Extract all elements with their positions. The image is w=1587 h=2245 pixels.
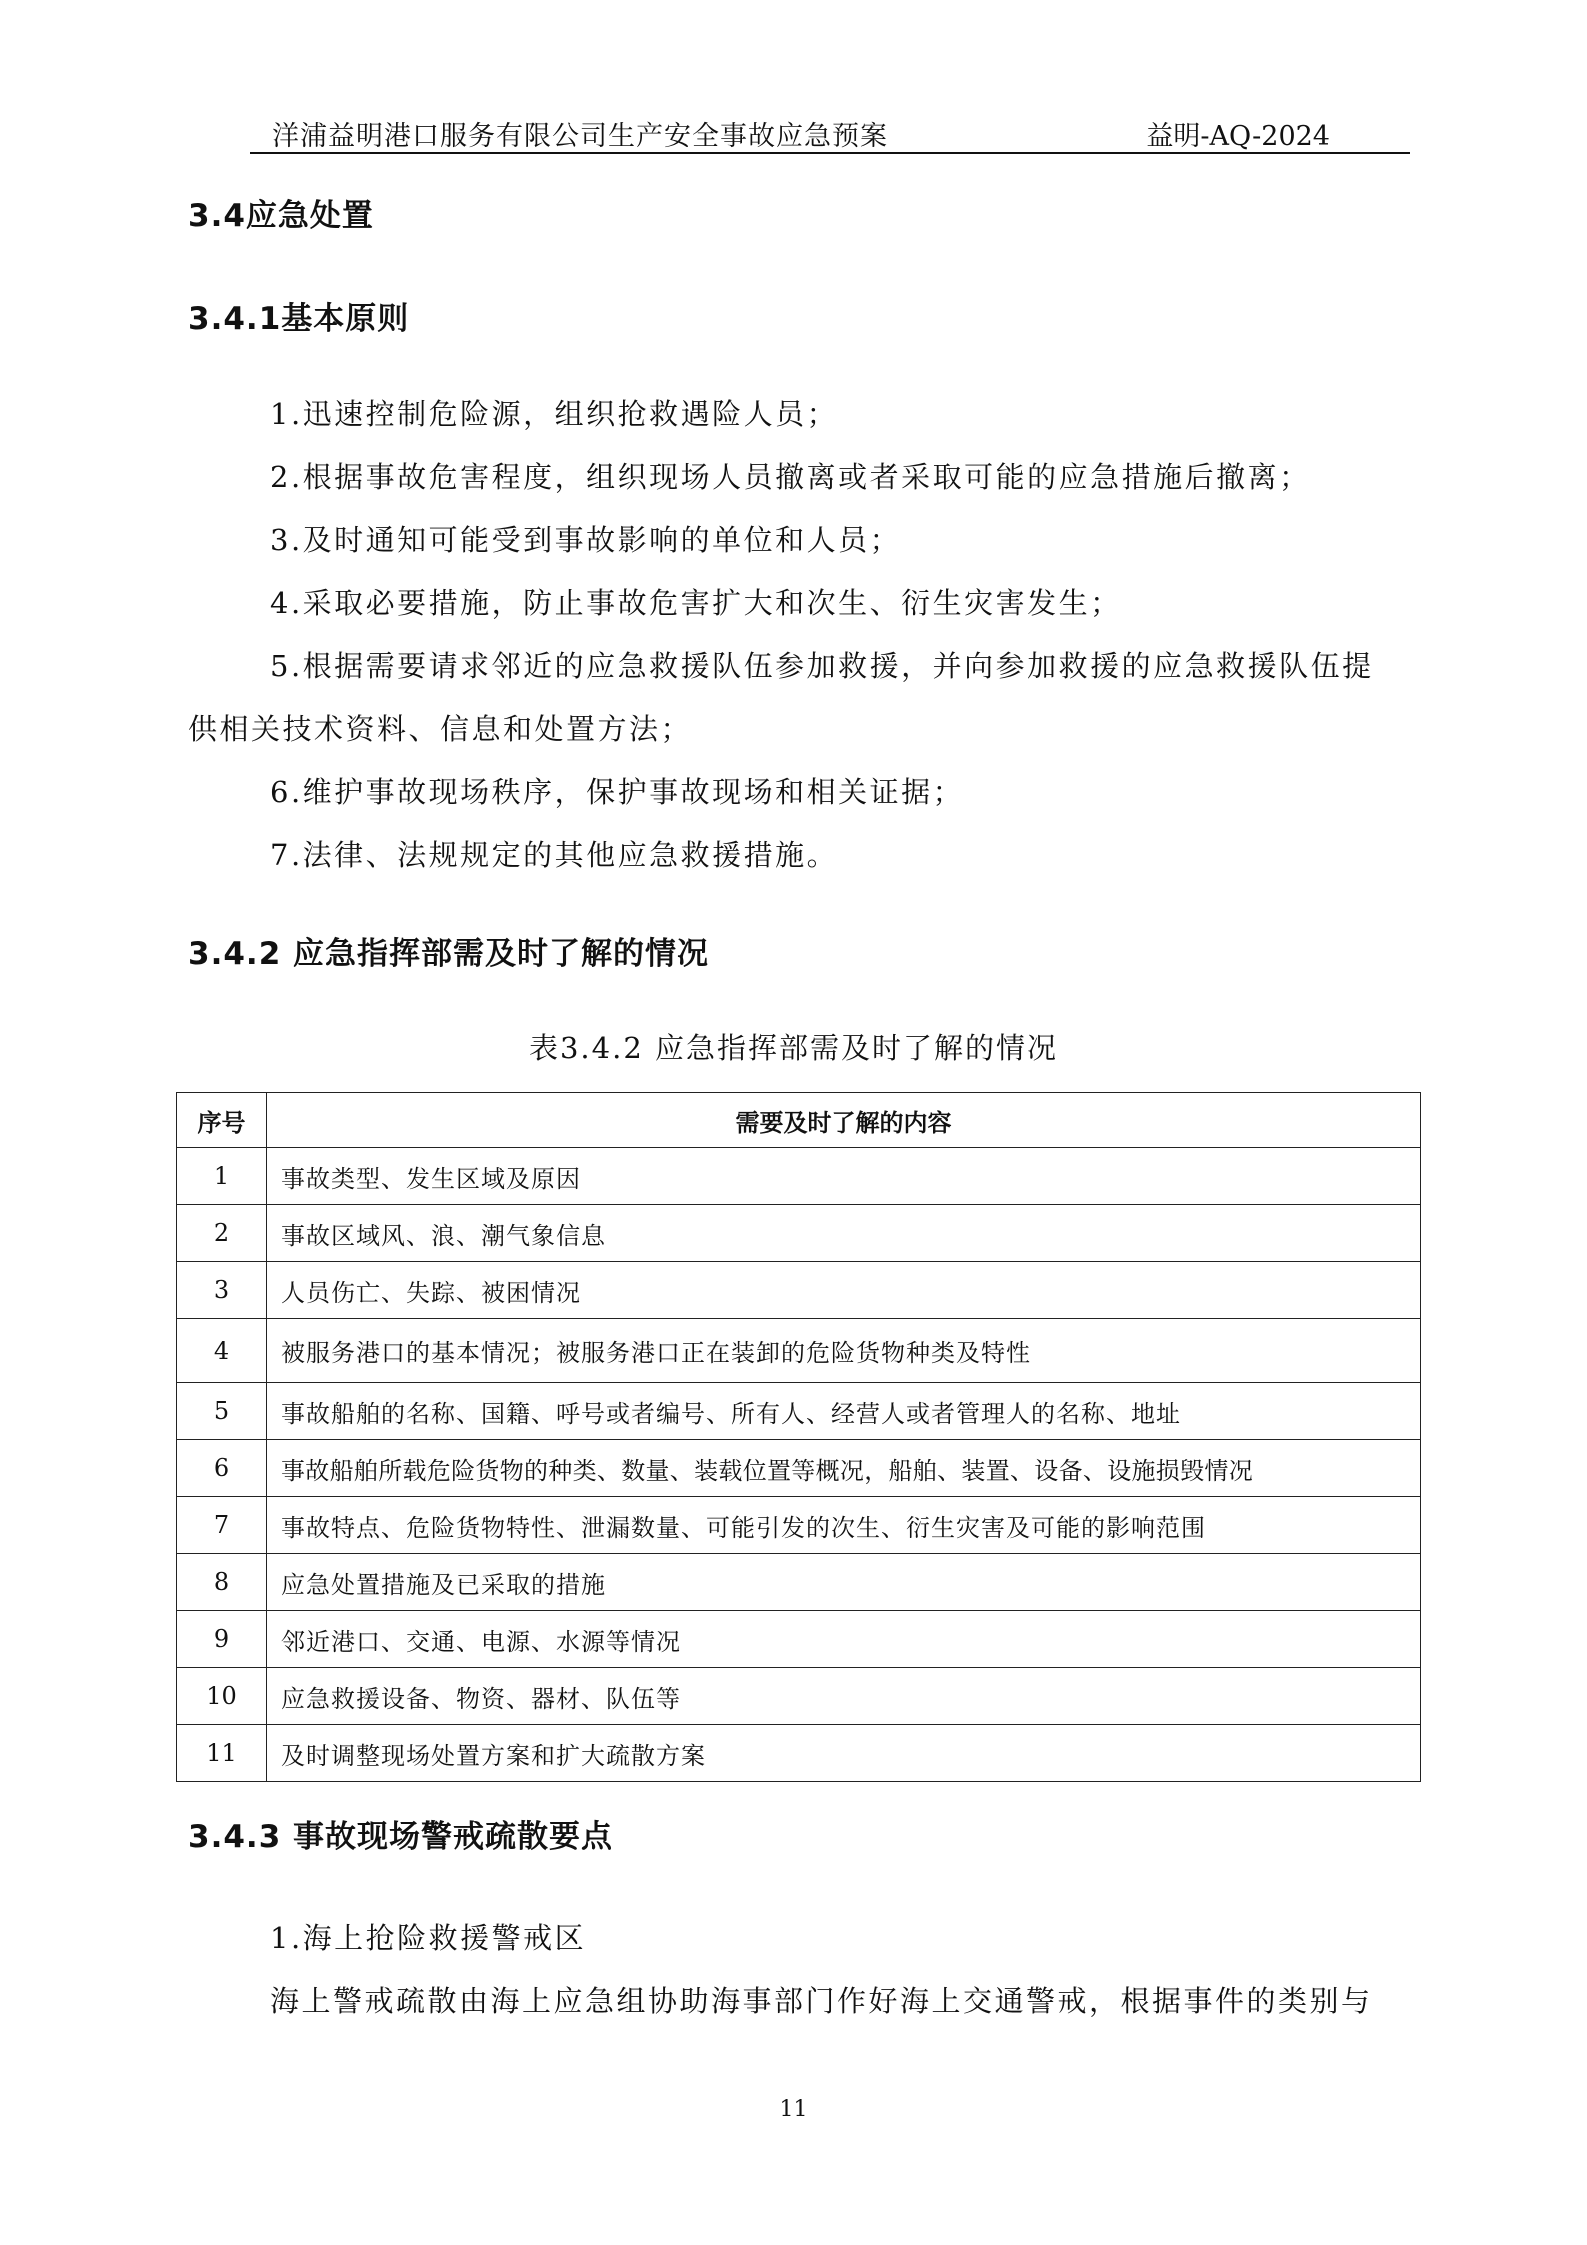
row-num: 2 [177, 1205, 267, 1262]
row-text: 应急处置措施及已采取的措施 [267, 1554, 1421, 1611]
table-row [177, 1497, 1421, 1554]
row-num: 9 [177, 1611, 267, 1668]
principle-item-2: 2.根据事故危害程度，组织现场人员撤离或者采取可能的应急措施后撤离； [270, 460, 1311, 494]
section-heading-3-4-2: 3.4.2 应急指挥部需及时了解的情况 [188, 936, 710, 972]
row-num: 6 [177, 1440, 267, 1497]
principle-item-1: 1.迅速控制危险源，组织抢救遇险人员； [270, 397, 839, 431]
info-table [176, 1092, 1421, 1782]
principle-item-5: 5.根据需要请求邻近的应急救援队伍参加救援，并向参加救援的应急救援队伍提 [270, 649, 1374, 683]
table-header-num: 序号 [177, 1093, 267, 1148]
principle-item-6: 6.维护事故现场秩序，保护事故现场和相关证据； [270, 775, 965, 809]
row-num: 1 [177, 1148, 267, 1205]
header-doc-code: 益明-AQ-2024 [1146, 121, 1330, 152]
table-row [177, 1148, 1421, 1205]
page-header [250, 110, 1410, 154]
table-row [177, 1611, 1421, 1668]
row-text: 事故船舶的名称、国籍、呼号或者编号、所有人、经营人或者管理人的名称、地址 [267, 1383, 1421, 1440]
header-title: 洋浦益明港口服务有限公司生产安全事故应急预案 [272, 121, 888, 152]
row-text: 人员伤亡、失踪、被困情况 [267, 1262, 1421, 1319]
table-row [177, 1725, 1421, 1782]
row-num: 3 [177, 1262, 267, 1319]
row-text: 事故类型、发生区域及原因 [267, 1148, 1421, 1205]
table-row [177, 1668, 1421, 1725]
row-text: 事故船舶所载危险货物的种类、数量、装载位置等概况，船舶、装置、设备、设施损毁情况 [267, 1440, 1421, 1497]
table-header-content: 需要及时了解的内容 [267, 1093, 1421, 1148]
row-num: 8 [177, 1554, 267, 1611]
section-heading-3-4: 3.4应急处置 [188, 198, 374, 234]
table-header-row [177, 1093, 1421, 1148]
row-text: 事故特点、危险货物特性、泄漏数量、可能引发的次生、衍生灾害及可能的影响范围 [267, 1497, 1421, 1554]
row-text: 应急救援设备、物资、器材、队伍等 [267, 1668, 1421, 1725]
section-heading-3-4-3: 3.4.3 事故现场警戒疏散要点 [188, 1819, 614, 1855]
table-caption: 表3.4.2 应急指挥部需及时了解的情况 [528, 1031, 1058, 1065]
table-row [177, 1262, 1421, 1319]
row-text: 及时调整现场处置方案和扩大疏散方案 [267, 1725, 1421, 1782]
row-num: 4 [177, 1319, 267, 1383]
table-row [177, 1383, 1421, 1440]
principle-item-3: 3.及时通知可能受到事故影响的单位和人员； [270, 523, 902, 557]
row-text: 事故区域风、浪、潮气象信息 [267, 1205, 1421, 1262]
row-num: 5 [177, 1383, 267, 1440]
cordon-paragraph: 海上警戒疏散由海上应急组协助海事部门作好海上交通警戒，根据事件的类别与 [270, 1984, 1373, 2018]
row-num: 11 [177, 1725, 267, 1782]
principle-item-7: 7.法律、法规规定的其他应急救援措施。 [270, 838, 839, 872]
row-text: 邻近港口、交通、电源、水源等情况 [267, 1611, 1421, 1668]
cordon-item-1: 1.海上抢险救援警戒区 [270, 1921, 587, 1955]
row-text: 被服务港口的基本情况；被服务港口正在装卸的危险货物种类及特性 [267, 1319, 1421, 1383]
table-row [177, 1554, 1421, 1611]
principle-item-4: 4.采取必要措施，防止事故危害扩大和次生、衍生灾害发生； [270, 586, 1122, 620]
table-row [177, 1319, 1421, 1383]
section-heading-3-4-1: 3.4.1基本原则 [188, 301, 410, 337]
table-row [177, 1205, 1421, 1262]
principle-item-5-cont: 供相关技术资料、信息和处置方法； [188, 712, 693, 746]
table-row [177, 1440, 1421, 1497]
row-num: 7 [177, 1497, 267, 1554]
page-number: 11 [779, 2097, 808, 2122]
header-rule [250, 152, 1410, 154]
row-num: 10 [177, 1668, 267, 1725]
